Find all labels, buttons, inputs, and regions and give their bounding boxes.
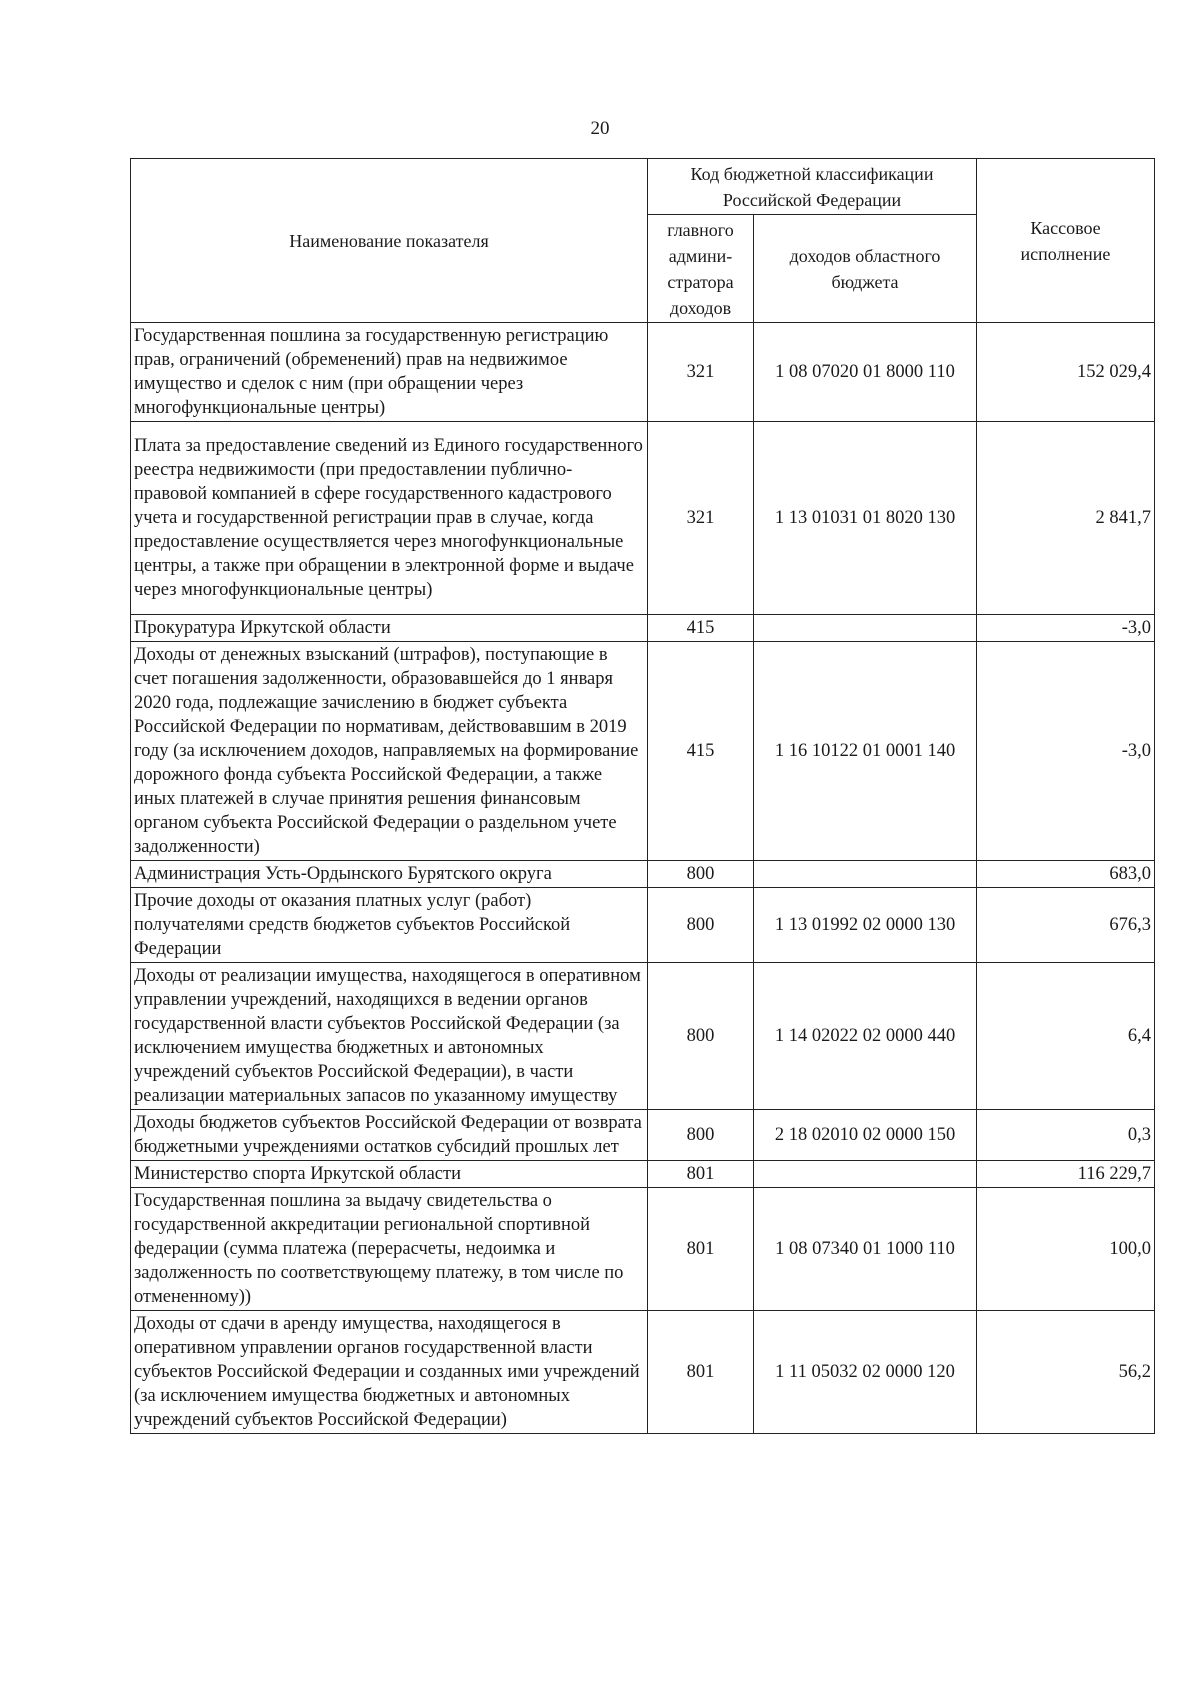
row-admin-code: 800 <box>648 888 754 963</box>
row-name: Доходы от реализации имущества, находящегося в оперативном управлении учреждений, находящихся в ведении органов государственной власти субъектов Российской Федерации (за исключением имущества бюджетных и автономных учреждений субъектов Российской Федерации), в части реализации материальных запасов по указанному имуществу <box>131 963 648 1110</box>
row-name: Администрация Усть-Ордынского Бурятского округа <box>131 861 648 888</box>
header-kbk-group: Код бюджетной классификации Российской Федерации <box>648 159 977 215</box>
row-budget-code: 2 18 02010 02 0000 150 <box>754 1110 977 1161</box>
row-budget-code: 1 16 10122 01 0001 140 <box>754 642 977 861</box>
row-name: Доходы от сдачи в аренду имущества, находящегося в оперативном управлении органов государственной власти субъектов Российской Федерации и созданных ими учреждений (за исключением имущества бюджетных и автономных учреждений субъектов Российской Федерации) <box>131 1311 648 1434</box>
row-amount: 152 029,4 <box>977 323 1155 422</box>
table-row <box>131 323 1155 422</box>
row-budget-code: 1 11 05032 02 0000 120 <box>754 1311 977 1434</box>
row-admin-code: 321 <box>648 323 754 422</box>
row-admin-code: 415 <box>648 642 754 861</box>
table-row <box>131 861 1155 888</box>
row-amount: -3,0 <box>977 642 1155 861</box>
row-budget-code: 1 14 02022 02 0000 440 <box>754 963 977 1110</box>
row-admin-code: 801 <box>648 1188 754 1311</box>
header-admin: главного админи-стратора доходов <box>648 215 754 323</box>
row-budget-code: 1 08 07340 01 1000 110 <box>754 1188 977 1311</box>
row-admin-code: 801 <box>648 1161 754 1188</box>
row-name: Государственная пошлина за государственную регистрацию прав, ограничений (обременений) прав на недвижимое имущество и сделок с ним (при обращении через многофункциональные центры) <box>131 323 648 422</box>
table-row <box>131 1110 1155 1161</box>
row-amount: 683,0 <box>977 861 1155 888</box>
table-row <box>131 888 1155 963</box>
row-budget-code: 1 13 01992 02 0000 130 <box>754 888 977 963</box>
table-row <box>131 1161 1155 1188</box>
table-row <box>131 1311 1155 1434</box>
row-admin-code: 800 <box>648 861 754 888</box>
row-amount: 100,0 <box>977 1188 1155 1311</box>
row-name: Министерство спорта Иркутской области <box>131 1161 648 1188</box>
row-name: Доходы от денежных взысканий (штрафов), поступающие в счет погашения задолженности, образовавшейся до 1 января 2020 года, подлежащие зачислению в бюджет субъекта Российской Федерации по нормативам, действовавшим в 2019 году (за исключением доходов, направляемых на формирование дорожного фонда субъекта Российской Федерации, а также иных платежей в случае принятия решения финансовым органом субъекта Российской Федерации о раздельном учете задолженности) <box>131 642 648 861</box>
row-amount: 6,4 <box>977 963 1155 1110</box>
page-number: 20 <box>590 118 610 139</box>
table-row <box>131 1188 1155 1311</box>
row-amount: 116 229,7 <box>977 1161 1155 1188</box>
table-row <box>131 615 1155 642</box>
revenue-table <box>130 158 1155 1434</box>
row-budget-code: 1 13 01031 01 8020 130 <box>754 422 977 615</box>
row-admin-code: 800 <box>648 963 754 1110</box>
row-budget-code <box>754 1161 977 1188</box>
row-amount: -3,0 <box>977 615 1155 642</box>
row-admin-code: 800 <box>648 1110 754 1161</box>
row-name: Государственная пошлина за выдачу свидетельства о государственной аккредитации региональной спортивной федерации (сумма платежа (перерасчеты, недоимка и задолженность по соответствующему платежу, в том числе по отмененному)) <box>131 1188 648 1311</box>
row-budget-code: 1 08 07020 01 8000 110 <box>754 323 977 422</box>
row-budget-code <box>754 615 977 642</box>
header-name: Наименование показателя <box>131 159 648 323</box>
row-name: Прочие доходы от оказания платных услуг (работ) получателями средств бюджетов субъектов Российской Федерации <box>131 888 648 963</box>
row-name: Прокуратура Иркутской области <box>131 615 648 642</box>
table-row <box>131 422 1155 615</box>
row-admin-code: 801 <box>648 1311 754 1434</box>
header-code: доходов областного бюджета <box>754 215 977 323</box>
row-amount: 56,2 <box>977 1311 1155 1434</box>
row-budget-code <box>754 861 977 888</box>
row-name: Доходы бюджетов субъектов Российской Федерации от возврата бюджетными учреждениями остатков субсидий прошлых лет <box>131 1110 648 1161</box>
header-amount: Кассовое исполнение <box>977 159 1155 323</box>
row-name: Плата за предоставление сведений из Единого государственного реестра недвижимости (при предоставлении публично-правовой компанией в сфере государственного кадастрового учета и государственной регистрации прав в случае, когда предоставление осуществляется через многофункциональные центры, а также при обращении в электронной форме и выдаче через многофункциональные центры) <box>131 422 648 615</box>
row-amount: 2 841,7 <box>977 422 1155 615</box>
row-admin-code: 415 <box>648 615 754 642</box>
table-row <box>131 642 1155 861</box>
table-row <box>131 963 1155 1110</box>
row-amount: 676,3 <box>977 888 1155 963</box>
row-admin-code: 321 <box>648 422 754 615</box>
row-amount: 0,3 <box>977 1110 1155 1161</box>
